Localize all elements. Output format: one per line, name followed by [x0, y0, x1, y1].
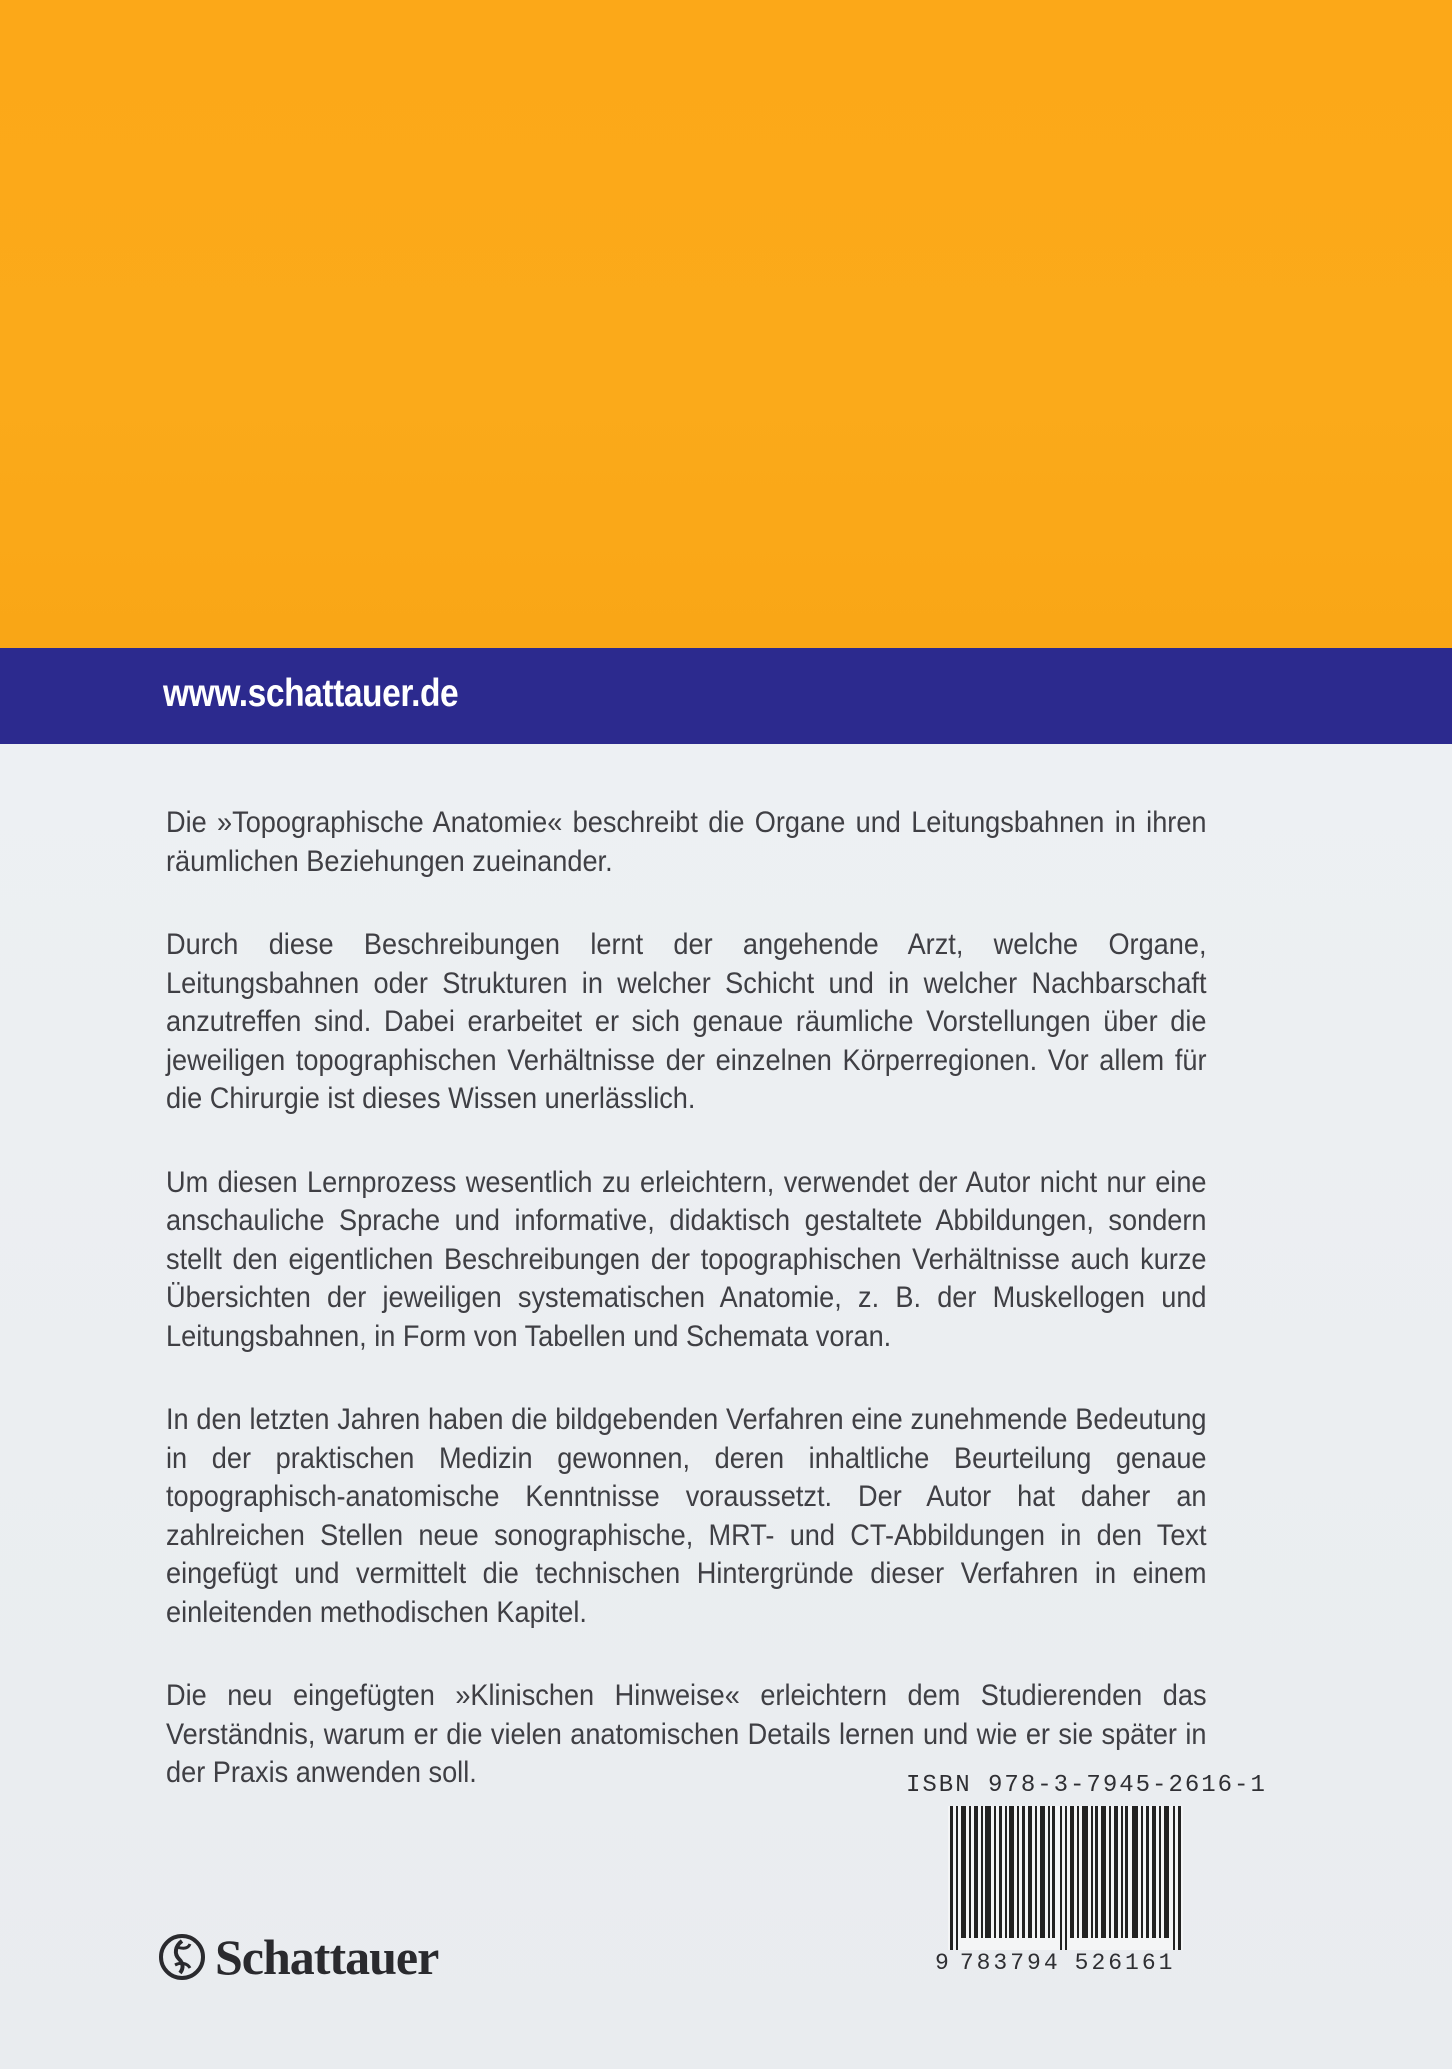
blurb-text [166, 804, 1207, 1838]
publisher-name: Schattauer [215, 1929, 439, 1985]
barcode-image [948, 1806, 1183, 1950]
schattauer-emblem-icon [157, 1932, 207, 1982]
blurb-paragraph-2: Durch diese Beschreibungen lernt der angehende Arzt, welche Organe, Leitungsbahnen oder Strukturen in welcher Schicht und in welcher Nachbarschaft anzutreffen sind. Dabei erarbeitet er sich genaue räumliche Vorstellungen über die jeweiligen topographischen Verhältnisse der einzelnen Körperregionen. Vor allem für die Chirurgie ist dieses Wissen unerlässlich. [166, 928, 1207, 1115]
blurb-paragraph-1: Die »Topographische Anatomie« beschreibt die Organe und Leitungsbahnen in ihren räumlichen Beziehungen zueinander. [166, 806, 1207, 878]
barcode-digits [935, 1950, 1187, 1976]
blurb-paragraph-3: Um diesen Lernprozess wesentlich zu erleichtern, verwendet der Autor nicht nur eine anschauliche Sprache und informative, didaktisch gestaltete Abbildungen, sondern stellt den eigentlichen Beschreibungen der topographischen Verhältnisse auch kurze Übersichten der jeweiligen systematischen Anatomie, z. B. der Muskellogen und Leitungsbahnen, in Form von Tabellen und Schemata voran. [166, 1165, 1207, 1353]
barcode-digit-first: 9 [935, 1950, 952, 1976]
publisher-url: www.schattauer.de [163, 672, 459, 715]
publisher-logo [157, 1928, 438, 1986]
orange-cover-panel [0, 0, 1452, 648]
barcode-group-1: 783794 [959, 1950, 1061, 1976]
blurb-paragraph-4: In den letzten Jahren haben die bildgebenden Verfahren eine zunehmende Bedeutung in der praktischen Medizin gewonnen, deren inhaltliche Beurteilung genaue topographisch-anatomische Kenntnisse voraussetzt. Der Autor hat daher an zahlreichen Stellen neue sonographische, MRT- und CT-Abbildungen in den Text eingefügt und vermittelt die technischen Hintergründe dieser Verfahren in einem einleitenden methodischen Kapitel. [166, 1403, 1207, 1629]
barcode-group-2: 526161 [1074, 1950, 1176, 1976]
isbn-label: ISBN 978-3-7945-2616-1 [906, 1772, 1267, 1799]
blurb-paragraph-5: Die neu eingefügten »Klinischen Hinweise« erleichtern dem Studierenden das Verständnis, warum er die vielen anatomischen Details lernen und wie er sie später in der Praxis anwenden soll. [166, 1679, 1207, 1789]
